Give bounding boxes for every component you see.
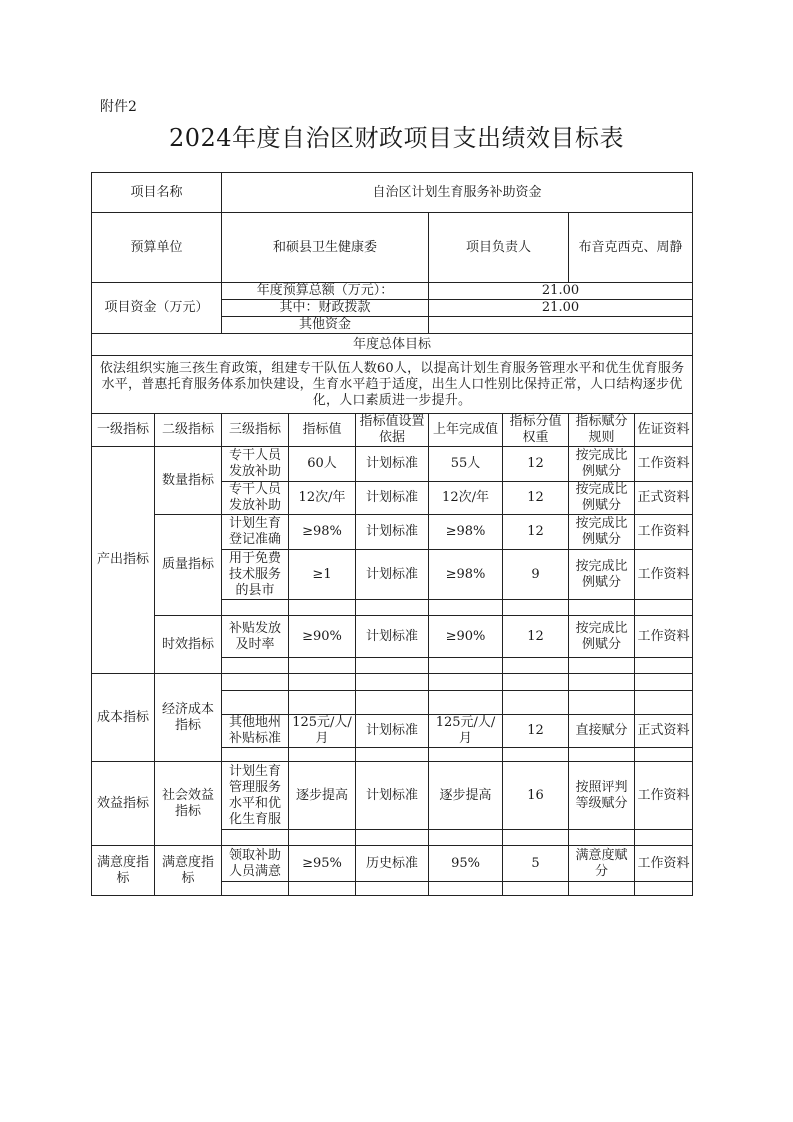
indicator-basis: 计划标准 <box>356 550 429 600</box>
indicator-name: 计划生育登记准确 <box>222 515 289 550</box>
col-level3: 三级指标 <box>222 414 289 447</box>
last-year-value: 95% <box>429 846 503 882</box>
goal-text-row <box>92 356 693 414</box>
indicator-name: 领取补助人员满意 <box>222 846 289 882</box>
indicator-value: 逐步提高 <box>289 762 356 830</box>
indicator-name: 专干人员发放补助 <box>222 447 289 482</box>
indicator-value: ≥98% <box>289 515 356 550</box>
other-funds-label: 其他资金 <box>222 317 429 334</box>
col-weight: 指标分值权重 <box>503 414 569 447</box>
scoring-rule: 按完成比例赋分 <box>569 550 635 600</box>
last-year-value: 逐步提高 <box>429 762 503 830</box>
funds-total-row <box>92 283 693 300</box>
indicator-name: 专干人员发放补助 <box>222 482 289 515</box>
indicator-value: ≥95% <box>289 846 356 882</box>
indicator-weight: 9 <box>503 550 569 600</box>
evidence: 工作资料 <box>635 515 693 550</box>
table-row <box>92 616 693 658</box>
scoring-rule: 按完成比例赋分 <box>569 482 635 515</box>
last-year-value: 12次/年 <box>429 482 503 515</box>
scoring-rule: 按照评判等级赋分 <box>569 762 635 830</box>
table-row <box>92 762 693 830</box>
indicator-value: ≥90% <box>289 616 356 658</box>
last-year-value: 55人 <box>429 447 503 482</box>
evidence: 正式资料 <box>635 482 693 515</box>
last-year-value: ≥98% <box>429 550 503 600</box>
scoring-rule: 满意度赋分 <box>569 846 635 882</box>
indicator-basis: 计划标准 <box>356 715 429 748</box>
indicator-basis: 计划标准 <box>356 482 429 515</box>
column-header-row <box>92 414 693 447</box>
total-budget-label: 年度预算总额（万元）： <box>222 283 429 300</box>
indicator-name: 用于免费技术服务的县市 <box>222 550 289 600</box>
goal-header-row <box>92 334 693 356</box>
indicator-weight: 12 <box>503 515 569 550</box>
level1-cost: 成本指标 <box>92 674 155 762</box>
last-year-value: ≥98% <box>429 515 503 550</box>
level1-satisfaction: 满意度指标 <box>92 846 155 896</box>
evidence: 正式资料 <box>635 715 693 748</box>
fiscal-allocation-value: 21.00 <box>429 300 693 317</box>
evidence: 工作资料 <box>635 447 693 482</box>
col-level1: 一级指标 <box>92 414 155 447</box>
attachment-label: 附件2 <box>100 99 137 115</box>
col-level2: 二级指标 <box>155 414 222 447</box>
table-row <box>92 515 693 550</box>
last-year-value: 125元/人/月 <box>429 715 503 748</box>
indicator-name: 其他地州补贴标准 <box>222 715 289 748</box>
annual-goal-header: 年度总体目标 <box>92 334 693 356</box>
evidence: 工作资料 <box>635 550 693 600</box>
performance-target-table <box>91 172 693 896</box>
indicator-name: 补贴发放及时率 <box>222 616 289 658</box>
indicator-basis: 计划标准 <box>356 762 429 830</box>
col-last-year: 上年完成值 <box>429 414 503 447</box>
budget-unit-row <box>92 213 693 283</box>
scoring-rule: 直接赋分 <box>569 715 635 748</box>
indicator-basis: 计划标准 <box>356 515 429 550</box>
project-leader-value: 布音克西克、周静 <box>569 213 693 283</box>
level2-satisfaction: 满意度指标 <box>155 846 222 896</box>
col-rule: 指标赋分规则 <box>569 414 635 447</box>
indicator-weight: 12 <box>503 447 569 482</box>
table-row <box>92 447 693 482</box>
other-funds-value <box>429 317 693 334</box>
indicator-weight: 5 <box>503 846 569 882</box>
level1-output: 产出指标 <box>92 447 155 674</box>
table-row <box>92 846 693 882</box>
project-leader-label: 项目负责人 <box>429 213 569 283</box>
indicator-weight: 12 <box>503 616 569 658</box>
indicator-basis: 计划标准 <box>356 447 429 482</box>
scoring-rule: 按完成比例赋分 <box>569 616 635 658</box>
fiscal-allocation-label: 其中：财政拨款 <box>222 300 429 317</box>
project-funds-label: 项目资金（万元） <box>92 283 222 334</box>
indicator-basis: 历史标准 <box>356 846 429 882</box>
indicator-value: 60人 <box>289 447 356 482</box>
scoring-rule: 按完成比例赋分 <box>569 515 635 550</box>
level2-quantity: 数量指标 <box>155 447 222 515</box>
indicator-value: 12次/年 <box>289 482 356 515</box>
budget-unit-value: 和硕县卫生健康委 <box>222 213 429 283</box>
level1-benefit: 效益指标 <box>92 762 155 846</box>
project-name-value: 自治区计划生育服务补助资金 <box>222 173 693 213</box>
indicator-weight: 16 <box>503 762 569 830</box>
indicator-weight: 12 <box>503 482 569 515</box>
indicator-name: 计划生育管理服务水平和优化生育服 <box>222 762 289 830</box>
table-row-empty <box>92 674 693 691</box>
level2-social-benefit: 社会效益指标 <box>155 762 222 846</box>
annual-goal-text: 依法组织实施三孩生育政策，组建专干队伍人数60人，以提高计划生育服务管理水平和优生优育服务水平，普惠托育服务体系加快建设，生育水平趋于适度，出生人口性别比保持正常，人口结构逐步优化，人口素质进一步提升。 <box>92 356 693 414</box>
indicator-basis: 计划标准 <box>356 616 429 658</box>
indicator-value: 125元/人/月 <box>289 715 356 748</box>
evidence: 工作资料 <box>635 846 693 882</box>
last-year-value: ≥90% <box>429 616 503 658</box>
level2-economic-cost: 经济成本指标 <box>155 674 222 762</box>
scoring-rule: 按完成比例赋分 <box>569 447 635 482</box>
project-name-row <box>92 173 693 213</box>
level2-quality: 质量指标 <box>155 515 222 616</box>
evidence: 工作资料 <box>635 762 693 830</box>
indicator-weight: 12 <box>503 715 569 748</box>
budget-unit-label: 预算单位 <box>92 213 222 283</box>
level2-timeliness: 时效指标 <box>155 616 222 674</box>
page-title: 2024年度自治区财政项目支出绩效目标表 <box>168 124 625 152</box>
total-budget-value: 21.00 <box>429 283 693 300</box>
evidence: 工作资料 <box>635 616 693 658</box>
project-name-label: 项目名称 <box>92 173 222 213</box>
indicator-value: ≥1 <box>289 550 356 600</box>
col-value: 指标值 <box>289 414 356 447</box>
col-basis: 指标值设置依据 <box>356 414 429 447</box>
col-evidence: 佐证资料 <box>635 414 693 447</box>
